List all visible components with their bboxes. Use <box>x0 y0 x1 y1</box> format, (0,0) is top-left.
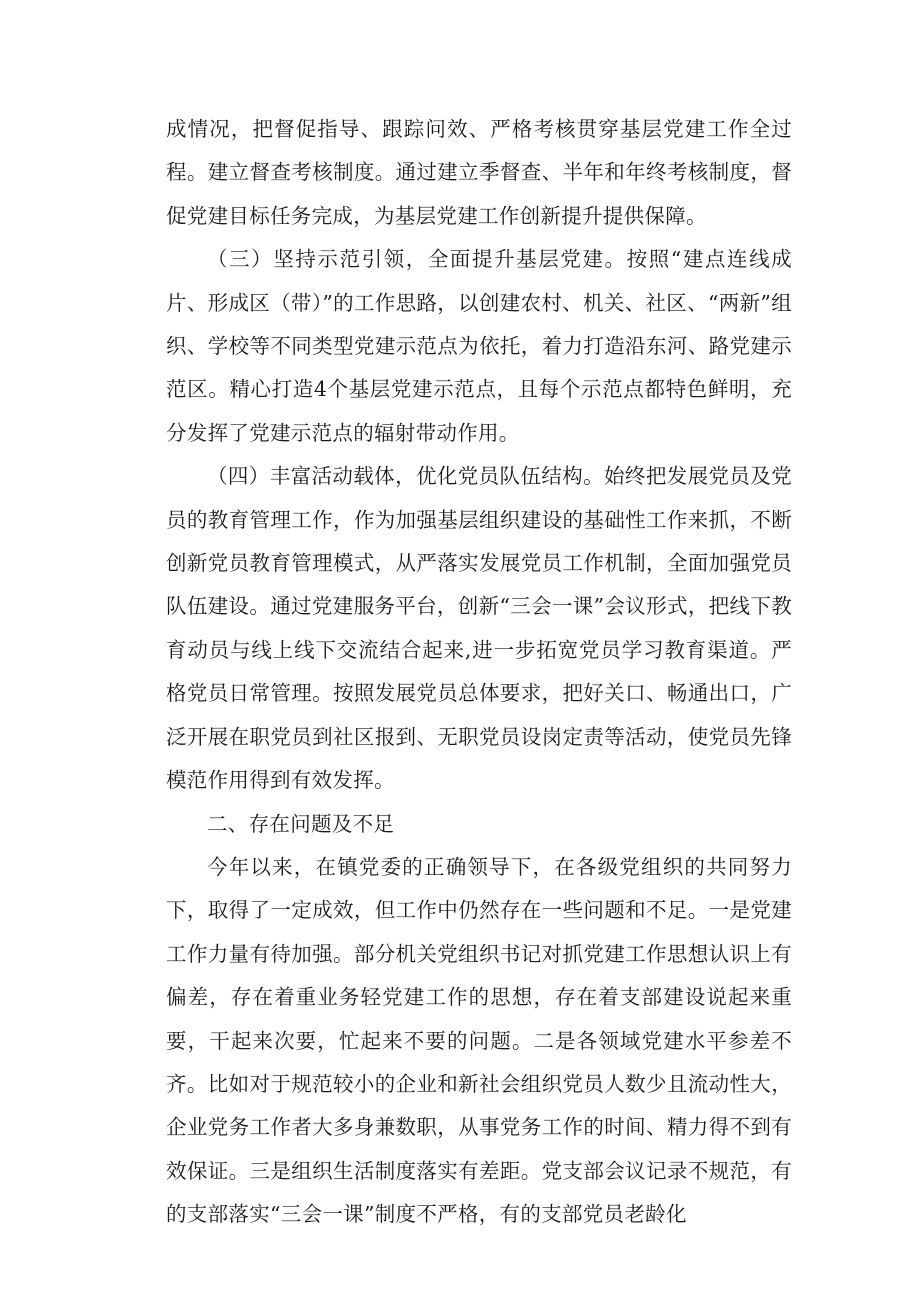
section-heading-problems: 二、存在问题及不足 <box>207 811 395 836</box>
paragraph-continuation: 成情况，把督促指导、跟踪问效、严格考核贯穿基层党建工作全过程。建立督查考核制度。通过建立季督查、半年和年终考核制度，督促党建目标任务完成，为基层党建工作创新提升提供保障。 <box>166 117 792 228</box>
paragraph-demonstration-lead: （三）坚持示范引领，全面提升基层党建。按照“建点连线成片、形成区（带）”的工作思路，以创建农村、机关、社区、“两新”组织、学校等不同类型党建示范点为依托，着力打造沿东河、路党建示范区。精心打造4个基层党建示范点，且每个示范点都特色鲜明，充分发挥了党建示范点的辐射带动作用。 <box>166 247 792 445</box>
document-body <box>166 108 792 1237</box>
paragraph-problems: 今年以来，在镇党委的正确领导下，在各级党组织的共同努力下，取得了一定成效，但工作中仍然存在一些问题和不足。一是党建工作力量有待加强。部分机关党组织书记对抓党建工作思想认识上有偏差，存在着重业务轻党建工作的思想，存在着支部建设说起来重要，干起来次要，忙起来不要的问题。二是各领域党建水平参差不齐。比如对于规范较小的企业和新社会组织党员人数少且流动性大，企业党务工作者大多身兼数职，从事党务工作的时间、精力得不到有效保证。三是组织生活制度落实有差距。党支部会议记录不规范，有的支部落实“三会一课”制度不严格，有的支部党员老龄化 <box>166 854 792 1227</box>
paragraph-activity-carrier: （四）丰富活动载体，优化党员队伍结构。始终把发展党员及党员的教育管理工作，作为加强基层组织建设的基础性工作来抓，不断创新党员教育管理模式，从严落实发展党员工作机制，全面加强党员队伍建设。通过党建服务平台，创新“三会一课”会议形式，把线下教育动员与线上线下交流结合起来,进一步拓宽党员学习教育渠道。严格党员日常管理。按照发展党员总体要求，把好关口、畅通出口，广泛开展在职党员到社区报到、无职党员设岗定责等活动，使党员先锋模范作用得到有效发挥。 <box>166 464 792 793</box>
